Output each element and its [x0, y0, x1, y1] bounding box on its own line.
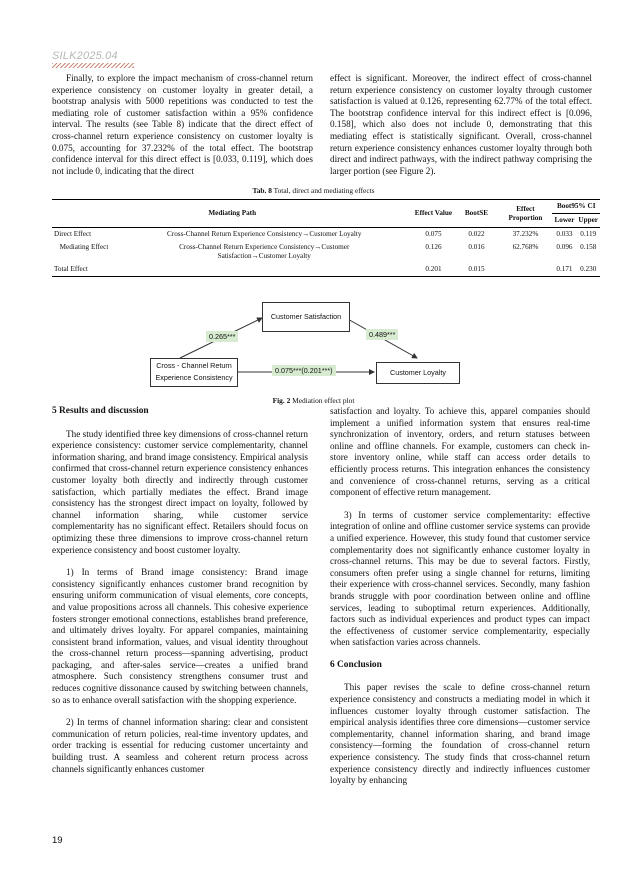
figure-caption-label: Fig. 2 — [272, 396, 291, 405]
top-left-column — [52, 73, 313, 177]
row-effect: 0.201 — [425, 265, 442, 273]
table-caption — [0, 186, 627, 195]
row-upper: 0.119 — [580, 230, 597, 238]
table-row — [52, 241, 600, 263]
mediation-figure — [140, 294, 480, 394]
paragraph: The study identified three key dimensions of cross-channel return experience consistency: customer service complementarity, channel information sharing, and brand image consistency. Empirical analysis confirmed that cross-channel return experience consistency enhances customer loyalty both directly and indirectly through customer satisfaction, which partially mediates the effect. Brand image consistency has the strongest direct impact on loyalty, followed by channel information sharing, while customer service complementarity has no significant effect. Retailers should focus on optimizing these three dimensions to improve cross-channel return experience consistency and boost customer loyalty. — [52, 428, 308, 555]
paragraph: satisfaction and loyalty. To achieve this, apparel companies should implement a unified information system that ensures real-time synchronization of inventory, orders, and return statuses between online and offline channels. For example, customers can check in-store inventory online, while staff can access order details to efficiently process returns. This integration enhances the consistency and convenience of cross-channel returns, serving as a critical component of effective return management. — [330, 406, 590, 498]
section-heading: 6 Conclusion — [330, 659, 382, 670]
header-mediating-path: Mediating Path — [52, 200, 412, 228]
row-path: Cross-Channel Return Experience Consistency→Customer Loyalty — [167, 230, 362, 238]
page-number: 19 — [52, 835, 63, 846]
row-upper: 0.158 — [580, 243, 597, 251]
paragraph: 2) In terms of channel information sharing: clear and consistent communication of return policies, real-time inventory updates, and order tracking is essential for reducing customer uncertainty and building trust. A seamless and coherent return process across channels significantly enhances customer — [52, 717, 308, 774]
row-label: Direct Effect — [54, 230, 92, 238]
bottom-left-column — [52, 406, 308, 775]
top-right-column — [330, 73, 592, 177]
table-row — [52, 263, 600, 277]
header-bootse: BootSE — [454, 200, 498, 228]
header-lower: Lower — [552, 214, 576, 228]
header-effect-proportion: Effect Proportion — [498, 200, 552, 228]
header-decoration — [52, 63, 134, 68]
figure-caption — [0, 396, 627, 405]
row-effect: 0.075 — [425, 230, 442, 238]
row-bootse: 0.016 — [468, 243, 485, 251]
node-customer-satisfaction: Customer Satisfaction — [262, 302, 350, 332]
table-caption-text: Total, direct and mediating effects — [273, 186, 375, 195]
effects-table — [52, 199, 600, 277]
node-customer-loyalty: Customer Loyalty — [376, 362, 460, 384]
row-proportion: 37.232% — [512, 230, 539, 238]
table-row — [52, 228, 600, 242]
coef-path-b: 0.489*** — [366, 329, 398, 340]
figure-caption-text: Mediation effect plot — [292, 396, 355, 405]
header-effect-value: Effect Value — [412, 200, 454, 228]
paragraph: Finally, to explore the impact mechanism of cross-channel return experience consistency on customer loyalty in greater detail, a bootstrap analysis with 5000 repetitions was conducted to test the mediating role of customer satisfaction within a 95% confidence interval. The results (see Table 8) indicate that the direct effect of cross-channel return experience consistency on customer loyalty is 0.075, accounting for 37.232% of the total effect. The bootstrap confidence interval for this direct effect is [0.033, 0.119], which does not include 0, indicating that the direct — [52, 73, 313, 176]
row-lower: 0.033 — [556, 230, 573, 238]
row-upper: 0.230 — [580, 265, 597, 273]
paragraph: 3) In terms of customer service complementarity: effective integration of online and offline customer service systems can provide a unified experience. However, this study found that customer service complementarity does not significantly enhance customer loyalty in cross-channel returns. This may be due to several factors. Firstly, consumers often prefer using a single channel for returns, limiting their experience with cross-channel services. Secondly, many fashion brands struggle with poor coordination between online and offline services, leading to suboptimal return experiences. Additionally, factors such as individual experiences and product types can impact the effectiveness of customer service complementarity, especially when satisfaction varies across channels. — [330, 509, 590, 648]
row-label: Total Effect — [54, 265, 88, 273]
row-bootse: 0.022 — [468, 230, 485, 238]
row-proportion — [498, 263, 552, 277]
row-proportion: 62.768% — [512, 243, 539, 251]
paragraph: This paper revises the scale to define cross-channel return experience consistency and constructs a mediating model in which it influences customer loyalty through customer satisfaction. The empirical analysis identifies three core dimensions—customer service complementarity, channel information sharing, and brand image consistency—forming the foundation of cross-channel return experience consistency. The study finds that cross-channel return experience consistency directly and indirectly influences customer loyalty by enhancing — [330, 682, 590, 786]
row-path — [116, 263, 412, 277]
row-effect: 0.126 — [425, 243, 442, 251]
header-upper: Upper — [576, 214, 600, 228]
header-boot-ci: Boot95% CI — [552, 200, 600, 214]
bottom-right-column — [330, 406, 590, 787]
journal-header: SILK2025.04 — [52, 50, 118, 62]
coef-path-c: 0.075***(0.201***) — [272, 365, 336, 376]
table-caption-label: Tab. 8 — [252, 186, 272, 195]
paragraph: effect is significant. Moreover, the indirect effect of cross-channel return experience consistency on customer loyalty through customer satisfaction is valued at 0.126, representing 62.77% of the total effect. The bootstrap confidence interval for this indirect effect is [0.096, 0.158], which also does not include 0, demonstrating that this mediating effect is statistically significant. Overall, cross-channel return experience consistency enhances customer loyalty through both direct and indirect pathways, with the indirect pathway comprising the larger portion (see Figure 2). — [330, 73, 592, 176]
coef-path-a: 0.265*** — [206, 331, 238, 342]
row-label: Mediating Effect — [59, 243, 109, 251]
node-return-consistency: Cross - Channel Return Experience Consistency — [150, 358, 238, 387]
row-bootse: 0.015 — [468, 265, 485, 273]
row-lower: 0.096 — [556, 243, 573, 251]
row-lower: 0.171 — [556, 265, 573, 273]
paragraph: 1) In terms of Brand image consistency: Brand image consistency significantly enhances customer brand recognition by ensuring uniform communication of visual elements, core concepts, and value propositions across all channels. This cohesive experience fosters stronger emotional connections, establishes brand preference, and ultimately drives loyalty. For apparel companies, maintaining consistent brand information, values, and visual identity throughout the cross-channel return process—spanning advertising, product packaging, and after-sales service—creates a unified brand atmosphere. Such consistency strengthens consumer trust and reduces cognitive dissonance caused by switching between channels, so as to enhance overall satisfaction with the shopping experience. — [52, 567, 308, 705]
section-heading: 5 Results and discussion — [52, 406, 149, 416]
row-path: Cross-Channel Return Experience Consistency→Customer Satisfaction→Customer Loyalty — [179, 243, 350, 260]
